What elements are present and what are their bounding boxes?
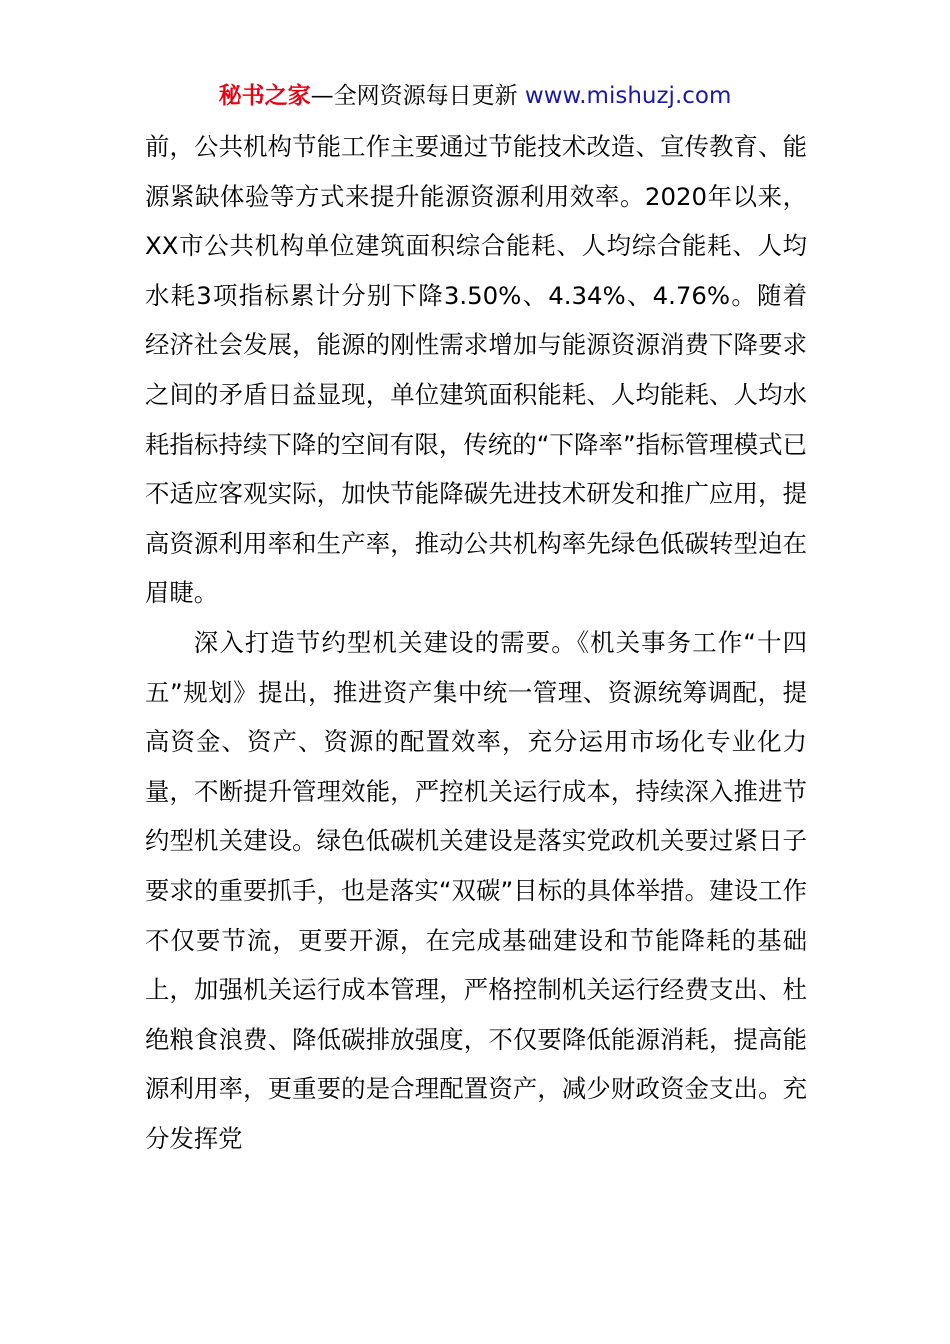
document-body <box>145 122 807 1163</box>
header-brand: 秘书之家 <box>218 83 311 109</box>
header-tagline: —全网资源每日更新 <box>310 83 525 109</box>
paragraph-continuation: 前，公共机构节能工作主要通过节能技术改造、宣传教育、能源紧缺体验等方式来提升能源资源利用效率。2020年以来，XX市公共机构单位建筑面积综合能耗、人均综合能耗、人均水耗3项指标累计分别下降3.50%、4.34%、4.76%。随着经济社会发展，能源的刚性需求增加与能源资源消费下降要求之间的矛盾日益显现，单位建筑面积能耗、人均能耗、人均水耗指标持续下降的空间有限，传统的“下降率”指标管理模式已不适应客观实际，加快节能降碳先进技术研发和推广应用，提高资源利用率和生产率，推动公共机构率先绿色低碳转型迫在眉睫。 <box>145 132 808 608</box>
page-header <box>0 80 950 112</box>
paragraph-economical-agency: 深入打造节约型机关建设的需要。《机关事务工作“十四五”规划》提出，推进资产集中统一管理、资源统筹调配，提高资金、资产、资源的配置效率，充分运用市场化专业化力量，不断提升管理效能，严控机关运行成本，持续深入推进节约型机关建设。绿色低碳机关建设是落实党政机关要过紧日子要求的重要抓手，也是落实“双碳”目标的具体举措。建设工作不仅要节流，更要开源，在完成基础建设和节能降耗的基础上，加强机关运行成本管理，严格控制机关运行经费支出、杜绝粮食浪费、降低碳排放强度，不仅要降低能源消耗，提高能源利用率，更重要的是合理配置资产，减少财政资金支出。充分发挥党 <box>145 627 807 1153</box>
header-url-link[interactable]: www.mishuzj.com <box>524 83 732 109</box>
